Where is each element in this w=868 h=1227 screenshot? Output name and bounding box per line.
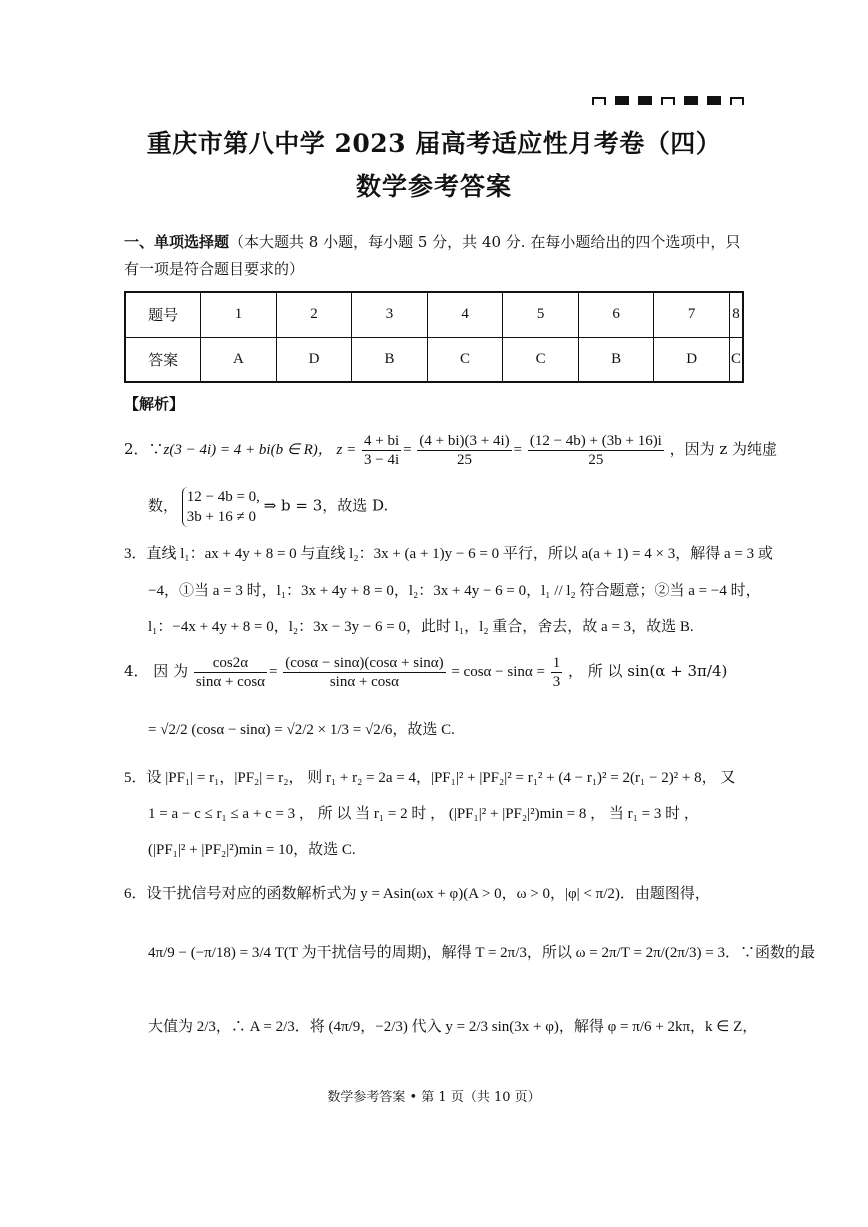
fraction (194, 654, 267, 691)
section-desc-line1: （本大题共 8 小题，每小题 5 分，共 40 分. 在每小题给出的四个选项中，只 (229, 233, 741, 251)
denominator: 3 − 4i (364, 452, 400, 468)
solution-q2-line1: 2．∵z(3 − 4i) = 4 + bi(b ∈ R)， z = $\frac{4 + bi}{3 - 4i}$ = $\frac{(4 + bi)(3 + 4i)}{25}$ = $\frac{(12 - 4b) + (3b + 16)i}{25}$ ，因为 z 为纯虚 (124, 433, 778, 468)
solution-q6-line3: 大值为 2/3，∴ A = 2/3．将 (4π/9，−2/3) 代入 y = 2/3 sin(3x + φ)，解得 φ = π/6 + 2kπ，k ∈ Z， (148, 1019, 758, 1035)
q2-text: z = (336, 441, 357, 458)
row-header: 题号 (125, 292, 201, 337)
question-number: 1 (201, 292, 277, 337)
answer-cell: C (503, 337, 579, 382)
question-number: 4 (427, 292, 503, 337)
question-number: 6 (578, 292, 654, 337)
answer-cell: D (276, 337, 352, 382)
numerator: 4 + bi (364, 433, 400, 449)
denominator: sinα + cosα (195, 674, 266, 690)
equation-system (182, 487, 260, 527)
answer-cell: B (578, 337, 654, 382)
answer-table (124, 291, 744, 383)
question-number: 2 (276, 292, 352, 337)
answer-cell: B (352, 337, 428, 382)
numerator: cos2α (194, 654, 267, 673)
q2-text: z(3 − 4i) = 4 + bi(b ∈ R)， (163, 441, 333, 458)
mark-filled-icon (684, 96, 698, 105)
solution-q5-line1: 5．设 |PF₁| = r₁，|PF₂| = r₂， 则 r₁ + r₂ = 2a = 4，|PF₁|² + |PF₂|² = r₁² + (4 − r₁)² = 2(r₁ − 2)² + 8， 又 (124, 770, 736, 786)
solution-q6-line2: 4π/9 − (−π/18) = 3/4 T(T 为干扰信号的周期)，解得 T = 2π/3，所以 ω = 2π/T = 2π/(2π/3) = 3．∵函数的最 (148, 945, 816, 961)
numerator: (cosα − sinα)(cosα + sinα) (285, 655, 444, 671)
solution-q3-line3: l₁：−4x + 4y + 8 = 0，l₂：3x − 3y − 6 = 0，此时 l₁，l₂ 重合，舍去，故 a = 3，故选 B. (148, 619, 694, 635)
section-description (124, 229, 744, 283)
fraction (283, 654, 445, 691)
q2-text: 2．∵ (124, 439, 164, 458)
question-number: 5 (503, 292, 579, 337)
fraction (417, 432, 511, 469)
page-footer: 数学参考答案 • 第 1 页（共 10 页） (327, 1090, 541, 1105)
mark-filled-icon (707, 96, 721, 105)
mark-empty-icon (661, 97, 675, 105)
answer-cell: C (729, 337, 743, 382)
page-title: 重庆市第八中学 2023 届高考适应性月考卷（四） (146, 129, 722, 158)
solution-q3-line1: 3．直线 l₁：ax + 4y + 8 = 0 与直线 l₂：3x + (a + 1)y − 6 = 0 平行，所以 a(a + 1) = 4 × 3，解得 a = 3 或 (124, 546, 773, 562)
denominator: 3 (552, 674, 561, 690)
solution-q6-line1: 6．设干扰信号对应的函数解析式为 y = Asin(ωx + φ)(A > 0，ω > 0，|φ| < π/2)．由题图得， (124, 886, 710, 902)
denominator: sinα + cosα (329, 674, 400, 690)
solution-q2-line2 (148, 487, 772, 527)
fraction (362, 432, 401, 469)
answer-cell: A (201, 337, 277, 382)
system-eq: 12 − 4b = 0, (186, 489, 260, 505)
section-heading: 一、单项选择题 (124, 233, 230, 251)
section-desc-line2: 有一项是符合题目要求的） (124, 260, 305, 278)
answer-cell: D (654, 337, 730, 382)
solution-q5-line2: 1 = a − c ≤ r₁ ≤ a + c = 3 ， 所 以 当 r₁ = 2 时 ， (|PF₁|² + |PF₂|²)min = 8 ， 当 r₁ = 3 时 ， (148, 806, 699, 822)
system-eq: 3b + 16 ≠ 0 (186, 509, 256, 525)
solution-q3-line2: −4，①当 a = 3 时，l₁：3x + 4y + 8 = 0，l₂：3x + 4y − 6 = 0，l₁ // l₂ 符合题意；②当 a = −4 时， (148, 583, 761, 599)
corner-marks (592, 96, 744, 105)
denominator: 25 (456, 452, 472, 468)
solution-q4-line1: 4． 因 为 $\frac{\cos 2\alpha}{\sin\alpha + \cos\alpha}$ = $\frac{(\cos\alpha - \sin\alpha)(\cos\alpha + \sin\alpha)}{\sin\alpha + \cos\alpha}$ = cosα − sinα = $\frac{1}{3}$ ， 所 以 sin(α + 3π/4) (124, 655, 728, 690)
row-header: 答案 (125, 337, 201, 382)
analysis-label: 【解析】 (124, 395, 185, 413)
question-number: 7 (654, 292, 730, 337)
mark-filled-icon (638, 96, 652, 105)
fraction (528, 432, 664, 469)
table-row (125, 337, 743, 382)
fraction (551, 654, 563, 691)
solution-q5-line3: (|PF₁|² + |PF₂|²)min = 10，故选 C. (148, 842, 356, 858)
solution-q4-line2: = √2/2 (cosα − sinα) = √2/2 × 1/3 = √2/6，故选 C. (148, 722, 455, 738)
mark-empty-icon (592, 97, 606, 105)
numerator: (12 − 4b) + (3b + 16)i (529, 433, 662, 449)
q4-text: = cosα − sinα = (451, 663, 545, 680)
page-subtitle: 数学参考答案 (355, 172, 512, 201)
mark-empty-icon (730, 97, 744, 105)
mark-filled-icon (615, 96, 629, 105)
numerator: 1 (552, 655, 561, 671)
question-number: 3 (352, 292, 428, 337)
q4-text: ， 所 以 sin(α + 3π/4) (567, 661, 728, 680)
q4-text: 4． 因 为 (124, 661, 189, 680)
question-number: 8 (729, 292, 743, 337)
numerator: (4 + bi)(3 + 4i) (419, 433, 510, 449)
answer-cell: C (427, 337, 503, 382)
q2-text: ，因为 z 为纯虚 (669, 439, 778, 458)
q2-text: ⇒ b = 3，故选 D. (263, 496, 389, 515)
table-row (125, 292, 743, 337)
q2-text: 数， (148, 496, 179, 515)
denominator: 25 (588, 452, 604, 468)
